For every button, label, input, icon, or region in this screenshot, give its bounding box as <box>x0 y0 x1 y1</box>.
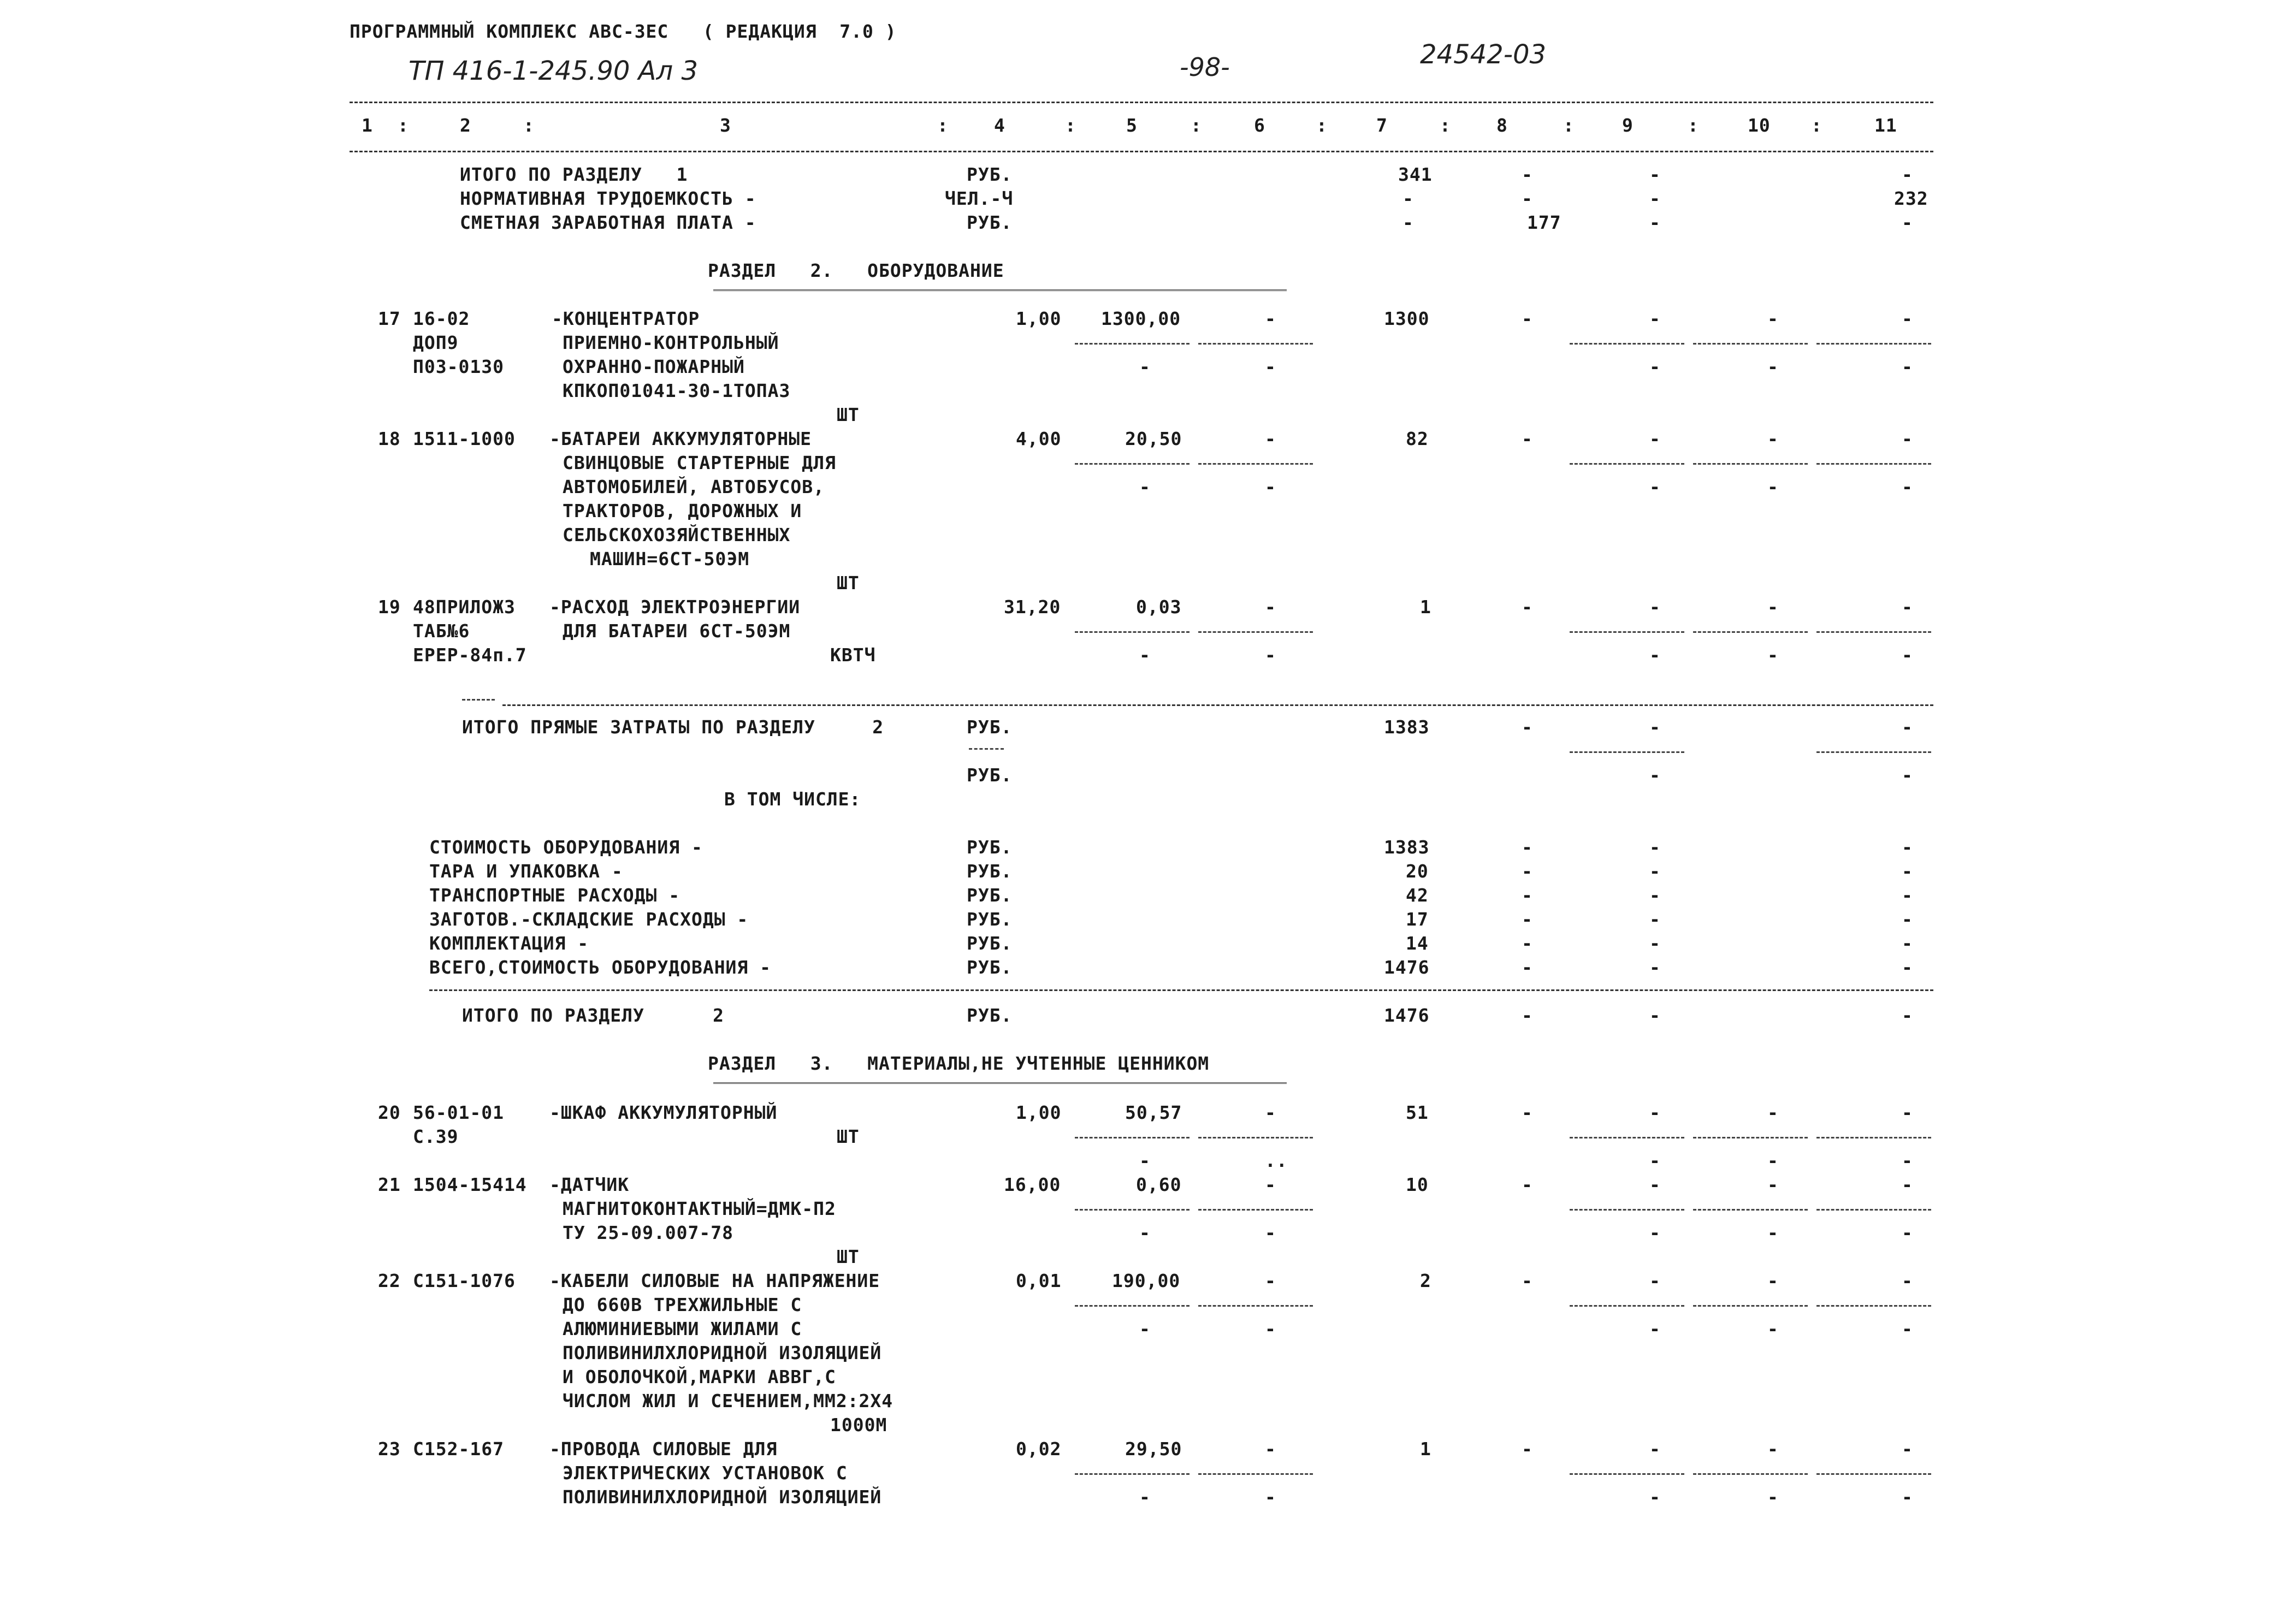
sub-rule <box>1198 343 1313 345</box>
dash-mark: - <box>1902 909 1913 930</box>
item-description: -ДАТЧИК <box>549 1174 630 1195</box>
item-description: ПРИЕМНО-КОНТРОЛЬНЫЙ <box>563 332 779 353</box>
section-rule <box>429 989 1933 991</box>
item-code: ЕРЕР-84п.7 <box>413 644 527 666</box>
item-number: 21 <box>378 1174 401 1195</box>
dash-mark: - <box>1649 1174 1661 1195</box>
item-quantity: 1,00 <box>1016 1102 1062 1123</box>
dash-mark: - <box>1902 428 1913 449</box>
dash-mark: - <box>1902 476 1913 497</box>
item-total: 1 <box>1420 1438 1431 1460</box>
dash-mark: - <box>1649 909 1661 930</box>
dash-mark: - <box>1265 356 1276 377</box>
dash-mark: - <box>1649 476 1661 497</box>
sub-rule <box>1075 1209 1190 1211</box>
dash-mark: - <box>1649 308 1661 329</box>
breakdown-total: 17 <box>1406 909 1429 930</box>
dash-mark: - <box>1139 476 1151 497</box>
dash-mark: - <box>1902 596 1913 618</box>
breakdown-total: 1383 <box>1384 837 1430 858</box>
dash-mark: - <box>1767 1486 1779 1508</box>
dash-mark: - <box>1902 957 1913 978</box>
dash-mark: - <box>1522 885 1533 906</box>
sub-rule <box>1816 1305 1931 1307</box>
item-price: 0,60 <box>1136 1174 1182 1195</box>
item-unit: ШТ <box>837 1126 860 1147</box>
total-c7: - <box>1403 212 1414 233</box>
project-code: ТП 416-1-245.90 Ал 3 <box>409 56 698 86</box>
item-description: ДЛЯ БАТАРЕИ 6СТ-50ЭМ <box>563 620 791 642</box>
col-10: 10 <box>1748 115 1771 136</box>
dash-mark: - <box>1522 308 1533 329</box>
item-number: 18 <box>378 428 401 449</box>
item-c6: - <box>1265 1270 1276 1291</box>
item-total: 51 <box>1406 1102 1429 1123</box>
dash-mark: - <box>1902 861 1913 882</box>
dash-mark: - <box>1767 428 1779 449</box>
section-total-value: 1476 <box>1384 1005 1430 1026</box>
dash-mark: - <box>1902 1270 1913 1291</box>
breakdown-unit: РУБ. <box>967 957 1013 978</box>
col-sep: : <box>1440 115 1451 136</box>
dash-mark: - <box>1902 837 1913 858</box>
col-5: 5 <box>1126 115 1138 136</box>
dash-mark: - <box>1522 716 1533 738</box>
direct-unit: РУБ. <box>967 716 1013 738</box>
item-code: ТАБ№6 <box>413 620 470 642</box>
breakdown-unit: РУБ. <box>967 861 1013 882</box>
dash-mark: - <box>1767 644 1779 666</box>
item-description: МАГНИТОКОНТАКТНЫЙ=ДМК-П2 <box>563 1198 836 1219</box>
dash-mark: - <box>1767 1318 1779 1339</box>
sub-rule <box>1816 1209 1931 1211</box>
col-sep: : <box>1563 115 1575 136</box>
item-description: -РАСХОД ЭЛЕКТРОЭНЕРГИИ <box>549 596 801 618</box>
sub-rule <box>1570 463 1684 465</box>
dash-mark: - <box>1767 1174 1779 1195</box>
sub-rule <box>1198 1209 1313 1211</box>
total-c11: - <box>1902 164 1913 185</box>
dash-mark: - <box>1649 764 1661 786</box>
total-c8: 177 <box>1527 212 1561 233</box>
item-code: С152-167 <box>413 1438 504 1460</box>
breakdown-label: ВСЕГО,СТОИМОСТЬ ОБОРУДОВАНИЯ - <box>429 957 772 978</box>
item-description: КПКОП01041-30-1ТОПАЗ <box>563 380 791 401</box>
item-quantity: 4,00 <box>1016 428 1062 449</box>
dash-mark: - <box>1902 764 1913 786</box>
dash-mark: - <box>1139 1222 1151 1243</box>
breakdown-unit: РУБ. <box>967 837 1013 858</box>
col-9: 9 <box>1622 115 1634 136</box>
sub-rule <box>1693 463 1808 465</box>
dash-mark: - <box>1649 1150 1661 1171</box>
dash-mark: - <box>1902 1150 1913 1171</box>
total-c9: - <box>1649 188 1661 209</box>
page-number: -98- <box>1180 52 1230 82</box>
section3-title: РАЗДЕЛ 3. МАТЕРИАЛЫ,НЕ УЧТЕННЫЕ ЦЕННИКОМ <box>708 1053 1210 1074</box>
item-quantity: 16,00 <box>1004 1174 1061 1195</box>
total-label: СМЕТНАЯ ЗАРАБОТНАЯ ПЛАТА - <box>460 212 756 233</box>
col-8: 8 <box>1496 115 1508 136</box>
dash-mark: - <box>1522 1005 1533 1026</box>
total-unit: ЧЕЛ.-Ч <box>945 188 1014 209</box>
col-sep: : <box>398 115 409 136</box>
item-price: 190,00 <box>1112 1270 1181 1291</box>
item-c6: - <box>1265 308 1276 329</box>
dash-mark: - <box>1265 1318 1276 1339</box>
col-11: 11 <box>1874 115 1897 136</box>
item-total: 2 <box>1420 1270 1431 1291</box>
sub-rule <box>1693 1305 1808 1307</box>
col-sep: : <box>1316 115 1328 136</box>
total-label: ИТОГО ПО РАЗДЕЛУ 1 <box>460 164 688 185</box>
dash-mark: - <box>1522 1174 1533 1195</box>
breakdown-label: ТАРА И УПАКОВКА - <box>429 861 623 882</box>
section2-underline <box>713 289 1287 291</box>
dash-mark: - <box>1767 356 1779 377</box>
total-c8: - <box>1522 188 1533 209</box>
dash-mark: - <box>1902 885 1913 906</box>
breakdown-total: 42 <box>1406 885 1429 906</box>
dash-mark: - <box>1522 837 1533 858</box>
item-description: -КАБЕЛИ СИЛОВЫЕ НА НАПРЯЖЕНИЕ <box>549 1270 880 1291</box>
total-c9: - <box>1649 212 1661 233</box>
col-sep: : <box>1688 115 1699 136</box>
item-code: С151-1076 <box>413 1270 516 1291</box>
dash-mark: - <box>1649 885 1661 906</box>
item-unit: 1000М <box>830 1414 887 1436</box>
dash-mark: - <box>1522 957 1533 978</box>
item-total: 10 <box>1406 1174 1429 1195</box>
sub-rule <box>1570 343 1684 345</box>
sub-rule <box>1816 751 1931 753</box>
short-rule <box>462 699 495 701</box>
item-price: 0,03 <box>1136 596 1182 618</box>
item-price: 29,50 <box>1125 1438 1182 1460</box>
dash-mark: - <box>1902 308 1913 329</box>
dash-mark: - <box>1265 1486 1276 1508</box>
sub-rule <box>1198 1305 1313 1307</box>
item-description: ТРАКТОРОВ, ДОРОЖНЫХ И <box>563 500 802 521</box>
dash-mark: - <box>1649 356 1661 377</box>
dash-mark: - <box>1767 1150 1779 1171</box>
dash-mark: - <box>1649 1222 1661 1243</box>
dash-mark: - <box>1522 596 1533 618</box>
item-description: МАШИН=6СТ-50ЭМ <box>590 548 750 570</box>
item-description: -ШКАФ АККУМУЛЯТОРНЫЙ <box>549 1102 778 1123</box>
item-code: 16-02 <box>413 308 470 329</box>
col-sep: : <box>1191 115 1202 136</box>
dash-mark: - <box>1649 1005 1661 1026</box>
sub-rule <box>1816 343 1931 345</box>
dash-mark: - <box>1649 1270 1661 1291</box>
item-price: 50,57 <box>1125 1102 1182 1123</box>
dash-mark: - <box>1902 356 1913 377</box>
dash-mark: - <box>1767 308 1779 329</box>
sub-rule <box>1075 631 1190 633</box>
sub-rule <box>1570 1137 1684 1138</box>
dash-mark: - <box>1649 957 1661 978</box>
dash-mark: - <box>1902 1486 1913 1508</box>
direct-unit-2: РУБ. <box>967 764 1013 786</box>
program-header: ПРОГРАММНЫЙ КОМПЛЕКС АВС-ЗЕС ( РЕДАКЦИЯ 7.0 ) <box>350 21 897 42</box>
total-unit: РУБ. <box>967 212 1013 233</box>
col-sep: : <box>1811 115 1822 136</box>
dash-mark: - <box>1139 356 1151 377</box>
item-quantity: 0,01 <box>1016 1270 1062 1291</box>
col-1: 1 <box>362 115 373 136</box>
col-sep: : <box>937 115 949 136</box>
sub-rule <box>1693 1473 1808 1475</box>
item-c6: - <box>1265 1102 1276 1123</box>
sub-rule <box>1075 1473 1190 1475</box>
breakdown-label: ТРАНСПОРТНЫЕ РАСХОДЫ - <box>429 885 680 906</box>
breakdown-label: СТОИМОСТЬ ОБОРУДОВАНИЯ - <box>429 837 703 858</box>
dash-mark: - <box>1522 428 1533 449</box>
sub-rule <box>1075 463 1190 465</box>
col-7: 7 <box>1376 115 1388 136</box>
item-quantity: 31,20 <box>1004 596 1061 618</box>
item-price: 1300,00 <box>1101 308 1181 329</box>
dash-mark: - <box>1649 1318 1661 1339</box>
item-description: ЧИСЛОМ ЖИЛ И СЕЧЕНИЕМ,ММ2:2Х4 <box>563 1390 893 1412</box>
breakdown-unit: РУБ. <box>967 885 1013 906</box>
dash-mark: - <box>1767 476 1779 497</box>
item-c6: - <box>1265 428 1276 449</box>
dash-mark: - <box>1767 1222 1779 1243</box>
item-code: ДОП9 <box>413 332 459 353</box>
item-code: 48ПРИЛОЖ3 <box>413 596 516 618</box>
direct-label: ИТОГО ПРЯМЫЕ ЗАТРАТЫ ПО РАЗДЕЛУ 2 <box>462 716 884 738</box>
item-code: 1504-15414 <box>413 1174 527 1195</box>
sub-rule <box>1075 1137 1190 1138</box>
breakdown-total: 1476 <box>1384 957 1430 978</box>
breakdown-total: 20 <box>1406 861 1429 882</box>
total-label: НОРМАТИВНАЯ ТРУДОЕМКОСТЬ - <box>460 188 756 209</box>
dash-mark: - <box>1902 1102 1913 1123</box>
item-description: И ОБОЛОЧКОЙ,МАРКИ АВВГ,С <box>563 1366 836 1387</box>
sub-rule <box>1570 1473 1684 1475</box>
item-code: 1511-1000 <box>413 428 516 449</box>
dash-mark: - <box>1265 476 1276 497</box>
item-number: 23 <box>378 1438 401 1460</box>
item-quantity: 0,02 <box>1016 1438 1062 1460</box>
sub-rule <box>1693 1209 1808 1211</box>
dash-mark: - <box>1649 1486 1661 1508</box>
direct-total: 1383 <box>1384 716 1430 738</box>
sub-rule <box>1198 1473 1313 1475</box>
breakdown-total: 14 <box>1406 933 1429 954</box>
section-total-label: ИТОГО ПО РАЗДЕЛУ 2 <box>462 1005 724 1026</box>
dash-mark: - <box>1649 1438 1661 1460</box>
sub-rule <box>1693 343 1808 345</box>
sub-rule <box>1198 1137 1313 1138</box>
dash-mark: .. <box>1265 1150 1288 1171</box>
item-description: СВИНЦОВЫЕ СТАРТЕРНЫЕ ДЛЯ <box>563 452 836 473</box>
dash-mark: - <box>1649 1102 1661 1123</box>
section-total-unit: РУБ. <box>967 1005 1013 1026</box>
dash-mark: - <box>1902 1222 1913 1243</box>
dash-mark: - <box>1902 1005 1913 1026</box>
item-c6: - <box>1265 1438 1276 1460</box>
breakdown-label: КОМПЛЕКТАЦИЯ - <box>429 933 589 954</box>
item-description: ДО 660В ТРЕХЖИЛЬНЫЕ С <box>563 1294 802 1315</box>
item-quantity: 1,00 <box>1016 308 1062 329</box>
dash-mark: - <box>1902 933 1913 954</box>
item-total: 1 <box>1420 596 1431 618</box>
sub-rule <box>1816 1137 1931 1138</box>
col-sep: : <box>1065 115 1076 136</box>
total-c7: 341 <box>1398 164 1433 185</box>
sub-rule <box>1198 463 1313 465</box>
dash-mark: - <box>1139 1150 1151 1171</box>
dash-mark: - <box>1767 1270 1779 1291</box>
item-description: -КОНЦЕНТРАТОР <box>552 308 700 329</box>
item-unit: КВТЧ <box>830 644 876 666</box>
sub-rule <box>1570 1209 1684 1211</box>
sub-rule <box>1693 631 1808 633</box>
breakdown-label: ЗАГОТОВ.-СКЛАДСКИЕ РАСХОДЫ - <box>429 909 749 930</box>
breakdown-unit: РУБ. <box>967 933 1013 954</box>
item-description: ТУ 25-09.007-78 <box>563 1222 734 1243</box>
item-number: 19 <box>378 596 401 618</box>
sub-rule <box>1075 1305 1190 1307</box>
dash-mark: - <box>1522 909 1533 930</box>
total-c8: - <box>1522 164 1533 185</box>
col-6: 6 <box>1254 115 1265 136</box>
sub-rule <box>1816 631 1931 633</box>
section3-underline <box>713 1082 1287 1084</box>
item-description: АВТОМОБИЛЕЙ, АВТОБУСОВ, <box>563 476 825 497</box>
dash-mark: - <box>1767 1102 1779 1123</box>
dash-mark: - <box>1902 1174 1913 1195</box>
sub-rule <box>1693 1137 1808 1138</box>
dash-mark: - <box>1649 644 1661 666</box>
dash-mark: - <box>1649 861 1661 882</box>
total-c11: - <box>1902 212 1913 233</box>
sub-rule <box>1075 343 1190 345</box>
sub-rule <box>1198 631 1313 633</box>
item-description: АЛЮМИНИЕВЫМИ ЖИЛАМИ С <box>563 1318 802 1339</box>
header-rule-bottom <box>350 151 1933 152</box>
item-unit: ШТ <box>837 404 860 425</box>
dash-mark: - <box>1522 1270 1533 1291</box>
document-number: 24542-03 <box>1420 39 1547 70</box>
dash-mark: - <box>1902 1318 1913 1339</box>
item-description: СЕЛЬСКОХОЗЯЙСТВЕННЫХ <box>563 524 791 545</box>
total-c11: 232 <box>1894 188 1928 209</box>
dash-mark: - <box>1265 644 1276 666</box>
dash-mark: - <box>1139 644 1151 666</box>
dash-mark: - <box>1522 1438 1533 1460</box>
item-description: ПОЛИВИНИЛХЛОРИДНОЙ ИЗОЛЯЦИЕЙ <box>563 1486 882 1508</box>
dash-mark: - <box>1139 1318 1151 1339</box>
col-4: 4 <box>994 115 1005 136</box>
dash-mark: - <box>1902 644 1913 666</box>
dash-mark: - <box>1902 716 1913 738</box>
item-number: 22 <box>378 1270 401 1291</box>
dash-mark: - <box>1649 837 1661 858</box>
item-price: 20,50 <box>1125 428 1182 449</box>
item-description: ПОЛИВИНИЛХЛОРИДНОЙ ИЗОЛЯЦИЕЙ <box>563 1342 882 1363</box>
sub-rule <box>969 748 1004 750</box>
dash-mark: - <box>1522 861 1533 882</box>
dash-mark: - <box>1649 428 1661 449</box>
dash-mark: - <box>1767 1438 1779 1460</box>
item-code: С.39 <box>413 1126 459 1147</box>
dash-mark: - <box>1265 1222 1276 1243</box>
header-rule-top <box>350 102 1933 103</box>
total-unit: РУБ. <box>967 164 1013 185</box>
item-c6: - <box>1265 596 1276 618</box>
total-c7: - <box>1403 188 1414 209</box>
dash-mark: - <box>1767 596 1779 618</box>
item-description: ОХРАННО-ПОЖАРНЫЙ <box>563 356 745 377</box>
total-c9: - <box>1649 164 1661 185</box>
sub-rule <box>1570 631 1684 633</box>
item-code: 56-01-01 <box>413 1102 504 1123</box>
including-label: В ТОМ ЧИСЛЕ: <box>724 788 861 810</box>
section-rule <box>502 704 1933 706</box>
breakdown-unit: РУБ. <box>967 909 1013 930</box>
item-number: 17 <box>378 308 401 329</box>
item-code: П03-0130 <box>413 356 504 377</box>
item-total: 1300 <box>1384 308 1430 329</box>
item-description: -ПРОВОДА СИЛОВЫЕ ДЛЯ <box>549 1438 778 1460</box>
dash-mark: - <box>1902 1438 1913 1460</box>
dash-mark: - <box>1139 1486 1151 1508</box>
item-unit: ШТ <box>837 572 860 594</box>
item-total: 82 <box>1406 428 1429 449</box>
dash-mark: - <box>1649 596 1661 618</box>
dash-mark: - <box>1522 933 1533 954</box>
item-unit: ШТ <box>837 1246 860 1267</box>
sub-rule <box>1816 1473 1931 1475</box>
dash-mark: - <box>1522 1102 1533 1123</box>
section2-title: РАЗДЕЛ 2. ОБОРУДОВАНИЕ <box>708 260 1004 281</box>
col-3: 3 <box>720 115 731 136</box>
item-description: ЭЛЕКТРИЧЕСКИХ УСТАНОВОК С <box>563 1462 848 1484</box>
col-sep: : <box>523 115 535 136</box>
sub-rule <box>1816 463 1931 465</box>
item-c6: - <box>1265 1174 1276 1195</box>
col-2: 2 <box>460 115 471 136</box>
item-number: 20 <box>378 1102 401 1123</box>
sub-rule <box>1570 1305 1684 1307</box>
sub-rule <box>1570 751 1684 753</box>
dash-mark: - <box>1649 933 1661 954</box>
item-description: -БАТАРЕИ АККУМУЛЯТОРНЫЕ <box>549 428 812 449</box>
dash-mark: - <box>1649 716 1661 738</box>
